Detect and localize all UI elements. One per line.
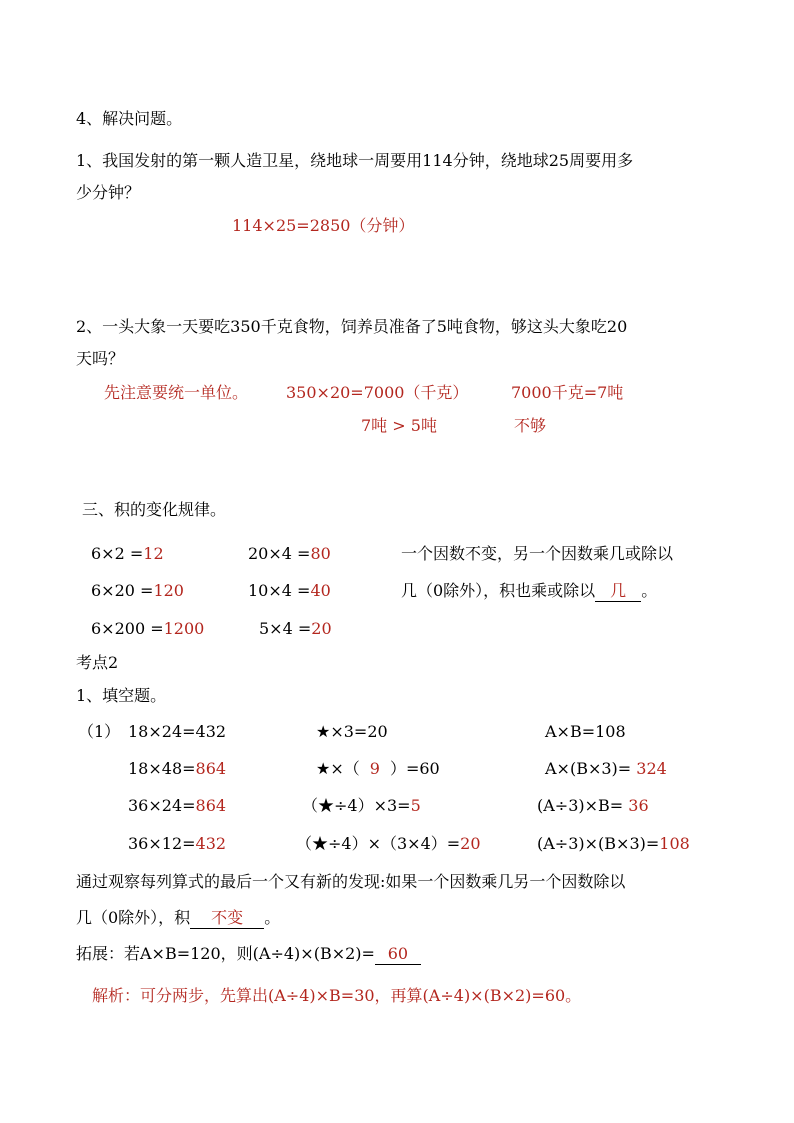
observation-line-1: 通过观察每列算式的最后一个又有新的发现:如果一个因数乘几另一个因数除以 — [76, 872, 626, 891]
col-a-row-2: 18×48=864 — [128, 759, 227, 778]
question-2-answer-compare: 7吨 > 5吨 — [361, 416, 437, 435]
fill-blank-heading: 1、填空题。 — [76, 686, 167, 705]
section-heading-solve: 4、解决问题。 — [76, 109, 183, 128]
rule-expr-3: 6×200 =1200 — [91, 619, 205, 638]
question-1-line-2: 少分钟？ — [76, 183, 141, 202]
analysis-text: 解析：可分两步，先算出(A÷4)×B=30，再算(A÷4)×(B×2)=60。 — [92, 986, 582, 1005]
col-a-row-1: 18×24=432 — [128, 722, 227, 741]
rule-expr-1: 6×2 =12 — [91, 544, 164, 563]
col-a-row-4: 36×12=432 — [128, 834, 227, 853]
col-b-row-1: ★×3=20 — [316, 722, 388, 741]
question-2-answer-note: 先注意要统一单位。 — [104, 383, 249, 402]
question-2-answer-calc: 350×20=7000（千克） — [286, 383, 469, 402]
extension-line: 拓展：若A×B=120，则(A÷4)×(B×2)= 60 — [76, 944, 421, 965]
rule-expr-2: 6×20 =120 — [91, 581, 184, 600]
observation-blank-answer: 不变 — [190, 908, 264, 929]
section-heading-product-rule: 三、积的变化规律。 — [82, 500, 227, 519]
col-c-row-4: (A÷3)×(B×3)=108 — [537, 834, 690, 853]
col-b-row-3: （★÷4）×3=5 — [302, 796, 421, 815]
rule-expr-6: 5×4 =20 — [259, 619, 332, 638]
rule-expr-4: 20×4 =80 — [248, 544, 331, 563]
observation-line-2: 几（0除外），积 不变 。 — [76, 908, 281, 927]
rule-blank-answer: 几 — [595, 581, 641, 602]
rule-text-line-1: 一个因数不变，另一个因数乘几或除以 — [401, 544, 674, 563]
col-b-row-4: （★÷4）×（3×4）=20 — [296, 834, 481, 853]
col-c-row-2: A×(B×3)= 324 — [545, 759, 667, 778]
col-c-row-3: (A÷3)×B= 36 — [537, 796, 649, 815]
key-point-heading: 考点2 — [76, 653, 119, 672]
col-a-row-3: 36×24=864 — [128, 796, 227, 815]
extension-blank-answer: 60 — [375, 944, 421, 965]
item-number: （1） — [78, 722, 121, 741]
col-b-row-2: ★×（ 9 ）=60 — [316, 759, 440, 778]
question-2-line-1: 2、一头大象一天要吃350千克食物，饲养员准备了5吨食物，够这头大象吃20 — [76, 317, 628, 336]
question-2-answer-convert: 7000千克=7吨 — [511, 383, 624, 402]
question-2-answer-conclusion: 不够 — [514, 416, 547, 435]
question-1-line-1: 1、我国发射的第一颗人造卫星，绕地球一周要用114分钟，绕地球25周要用多 — [76, 151, 634, 170]
rule-expr-5: 10×4 =40 — [248, 581, 331, 600]
col-c-row-1: A×B=108 — [545, 722, 626, 741]
question-1-answer: 114×25=2850（分钟） — [232, 216, 415, 235]
question-2-line-2: 天吗？ — [76, 349, 125, 368]
rule-text-line-2: 几（0除外），积也乘或除以 几 。 — [401, 581, 658, 600]
